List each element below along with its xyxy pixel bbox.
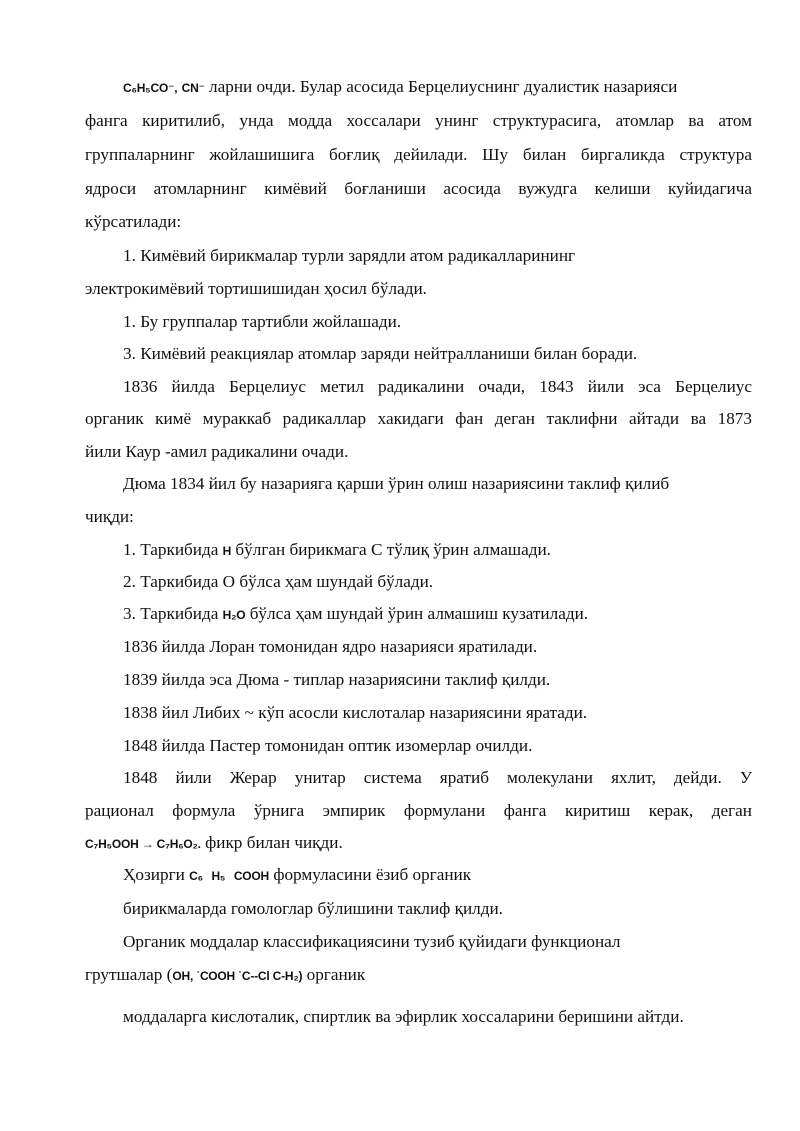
paragraph-line: 1848 йили Жерар унитар система яратиб молекулани яхлит, дейди. У: [123, 768, 752, 787]
paragraph-line: кўрсатилади:: [85, 212, 182, 231]
paragraph-line: чиқди:: [85, 507, 134, 526]
paragraph-line: фанга киритилиб, унда модда хоссалари унинг структурасига, атомлар ва атом: [85, 111, 752, 130]
paragraph-line: органик кимё мураккаб радикаллар хакидаги фан деган таклифни айтади ва 1873: [85, 409, 752, 428]
formula-c6: C₆: [189, 869, 203, 883]
list-item: 2. Таркибида О бўлса ҳам шундай бўлади.: [123, 572, 434, 591]
list-item: 3. Таркибида H₂O бўлса ҳам шундай ўрин алмашиш кузатилади.: [123, 604, 589, 623]
paragraph-line: электрокимёвий тортишишидан ҳосил бўлади.: [85, 279, 427, 298]
paragraph-line: 1836 йилда Берцелиус метил радикалини очади, 1843 йили эса Берцелиус: [123, 377, 752, 396]
formula-benzoyl: C₆H₅CO⁻,: [123, 81, 178, 95]
formula-h5: H₅: [211, 869, 226, 883]
list-item: 1. Кимёвий бирикмалар турли зарядли атом радикалларининг: [123, 246, 576, 265]
paragraph-line: группаларнинг жойлашишига боғлиқ дейилади. Шу билан биргаликда структура: [85, 145, 752, 164]
list-item: 3. Кимёвий реакциялар атомлар заряди нейтралланиши билан боради.: [123, 344, 638, 363]
paragraph-line: Дюма 1834 йил бу назарияга қарши ўрин олиш назариясини таклиф қилиб: [123, 474, 670, 493]
paragraph-line: рационал формула ўрнига эмпирик формулани фанга киритиш керак, деган: [85, 801, 752, 820]
formula-hydrogen: H: [222, 544, 232, 558]
paragraph-line: йили Каур -амил радикалини очади.: [85, 442, 349, 461]
paragraph-line: моддаларга кислоталик, спиртлик ва эфирлик хоссаларини беришини айтди.: [123, 1007, 684, 1026]
formula-water: H₂O: [222, 608, 246, 622]
text-fragment: ларни очди. Булар асосида Берцелиуснинг дуалистик назарияси: [209, 77, 678, 96]
paragraph-line: 1839 йилда эса Дюма - типлар назариясини таклиф қилди.: [123, 670, 551, 689]
paragraph-line: Органик моддалар классификациясини тузиб қуйидаги функционал: [123, 932, 621, 951]
paragraph-line: 1848 йилда Пастер томонидан оптик изомерлар очилди.: [123, 736, 533, 755]
paragraph-line: грутшалар (ОН, ˙СООН ˙С--Cl С-Н₂) органик: [85, 965, 366, 984]
paragraph-line: 1836 йилда Лоран томонидан ядро назарияси яратилади.: [123, 637, 538, 656]
paragraph-line: ядроси атомларнинг кимёвий боғланиши асосида вужудга келиши куйидагича: [85, 179, 752, 198]
list-item: 1. Таркибида H бўлган бирикмага С тўлиқ ўрин алмашади.: [123, 540, 551, 559]
formula-benzoic-acid: C₇H₅OOH → C₇H₆O₂.: [85, 837, 201, 851]
formula-cooh: COOH: [233, 869, 270, 883]
paragraph-line: [123, 76, 752, 99]
paragraph-line: бирикмаларда гомологлар бўлишини таклиф қилди.: [123, 899, 503, 918]
paragraph-line: C₇H₅OOH → C₇H₆O₂. фикр билан чиқди.: [85, 833, 343, 852]
list-item: 1. Бу группалар тартибли жойлашади.: [123, 312, 402, 331]
formula-cyanide: CN⁻: [181, 81, 205, 95]
paragraph-line: 1838 йил Либих ~ кўп асосли кислоталар назариясини яратади.: [123, 703, 588, 722]
paragraph-line: Ҳозирги C₆ H₅ COOH формуласини ёзиб органик: [123, 865, 472, 884]
formula-functional-groups: ОН, ˙СООН ˙С--Cl С-Н₂): [172, 969, 303, 983]
